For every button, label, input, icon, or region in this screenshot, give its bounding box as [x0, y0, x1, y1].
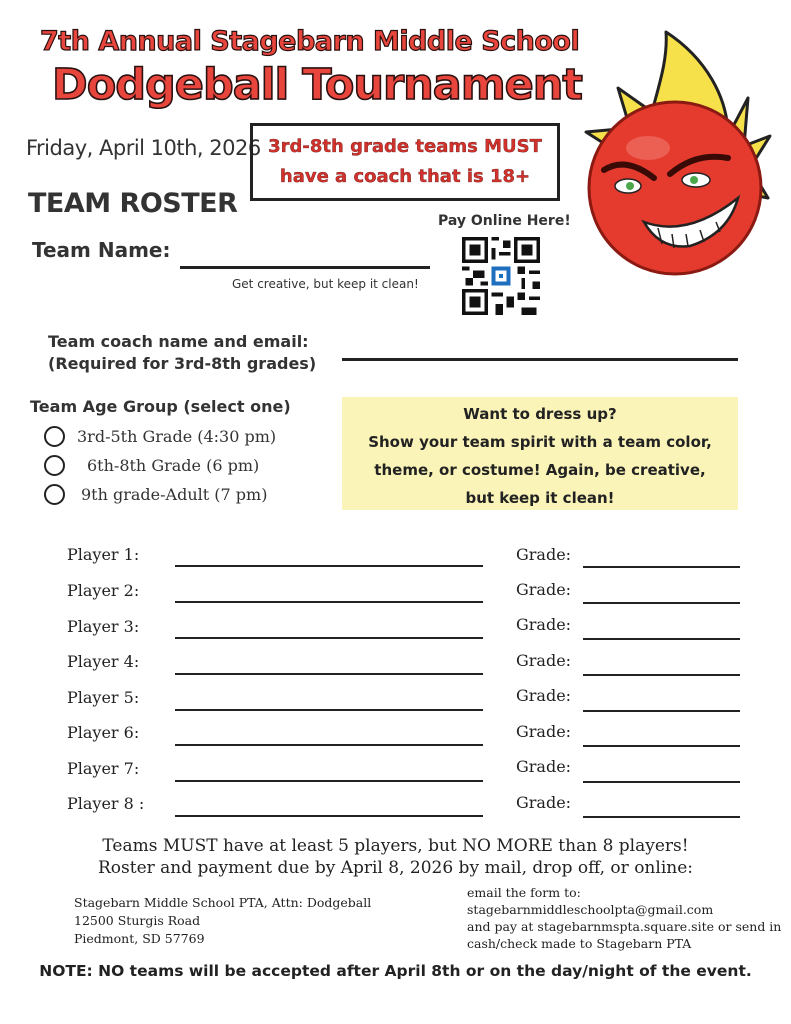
player-label: Player 3: — [67, 617, 140, 636]
grade-8-field[interactable] — [583, 816, 740, 818]
age-option-3-5[interactable] — [44, 426, 276, 447]
grade-label: Grade: — [516, 545, 572, 564]
dress-up-line2: Show your team spirit with a team color, — [368, 433, 712, 451]
payment-note: cash/check made to Stagebarn PTA — [467, 936, 692, 951]
qr-code-icon[interactable] — [462, 237, 540, 315]
team-name-hint: Get creative, but keep it clean! — [232, 277, 419, 291]
grade-4-field[interactable] — [583, 674, 740, 676]
email-address[interactable]: stagebarnmiddleschoolpta@gmail.com — [467, 902, 714, 917]
player-label: Player 7: — [67, 759, 140, 778]
dress-up-box — [342, 397, 738, 510]
age-option-9-adult[interactable] — [44, 484, 267, 505]
player-label: Player 2: — [67, 581, 140, 600]
coach-label: Team coach name and email: — [48, 332, 309, 351]
player-3-field[interactable] — [175, 637, 483, 639]
event-date: Friday, April 10th, 2026 — [26, 136, 261, 160]
email-info — [467, 884, 781, 952]
player-2-field[interactable] — [175, 601, 483, 603]
team-name-field[interactable] — [180, 266, 430, 269]
grade-label: Grade: — [516, 580, 572, 599]
grade-label: Grade: — [516, 757, 572, 776]
grade-6-field[interactable] — [583, 745, 740, 747]
age-option-label: 3rd-5th Grade (4:30 pm) — [77, 427, 277, 446]
radio-icon[interactable] — [44, 484, 65, 505]
coach-field[interactable] — [342, 358, 738, 361]
age-option-label: 9th grade-Adult (7 pm) — [81, 485, 268, 504]
player-7-field[interactable] — [175, 780, 483, 782]
player-label: Player 6: — [67, 723, 140, 742]
grade-label: Grade: — [516, 722, 572, 741]
grade-label: Grade: — [516, 651, 572, 670]
age-option-6-8[interactable] — [44, 455, 259, 476]
coach-notice-line1: 3rd-8th grade teams MUST — [268, 136, 542, 157]
grade-5-field[interactable] — [583, 710, 740, 712]
grade-label: Grade: — [516, 686, 572, 705]
player-8-field[interactable] — [175, 815, 483, 817]
team-roster-heading: TEAM ROSTER — [28, 188, 238, 219]
grade-2-field[interactable] — [583, 602, 740, 604]
dress-up-line3: theme, or costume! Again, be creative, — [374, 461, 706, 479]
pay-online-label: Pay Online Here! — [438, 213, 571, 229]
radio-icon[interactable] — [44, 455, 65, 476]
age-group-title: Team Age Group (select one) — [30, 397, 291, 416]
player-label: Player 8 : — [67, 794, 145, 813]
title-line2: Dodgeball Tournament — [52, 60, 582, 110]
radio-icon[interactable] — [44, 426, 65, 447]
player-6-field[interactable] — [175, 744, 483, 746]
mail-address — [74, 894, 371, 948]
dress-up-line1: Want to dress up? — [463, 405, 617, 423]
address-line: Stagebarn Middle School PTA, Attn: Dodgeball — [74, 895, 372, 910]
grade-1-field[interactable] — [583, 566, 740, 568]
coach-notice-line2: have a coach that is 18+ — [279, 166, 531, 187]
address-line: Piedmont, SD 57769 — [74, 931, 205, 946]
email-intro: email the form to: — [467, 885, 581, 900]
grade-7-field[interactable] — [583, 781, 740, 783]
coach-requirement: (Required for 3rd-8th grades) — [48, 354, 317, 373]
title-line1: 7th Annual Stagebarn Middle School — [40, 26, 580, 57]
player-1-field[interactable] — [175, 565, 483, 567]
player-label: Player 4: — [67, 652, 140, 671]
player-4-field[interactable] — [175, 673, 483, 675]
age-option-label: 6th-8th Grade (6 pm) — [87, 456, 260, 475]
grade-label: Grade: — [516, 615, 572, 634]
team-name-label: Team Name: — [32, 238, 171, 262]
player-label: Player 1: — [67, 545, 140, 564]
grade-label: Grade: — [516, 793, 572, 812]
deadline-rule: Roster and payment due by April 8, 2026 by mail, drop off, or online: — [97, 858, 693, 878]
dress-up-line4: but keep it clean! — [465, 489, 615, 507]
payment-site: and pay at stagebarnmspta.square.site or send in — [467, 919, 782, 934]
address-line: 12500 Sturgis Road — [74, 913, 201, 928]
grade-3-field[interactable] — [583, 638, 740, 640]
deadline-note: NOTE: NO teams will be accepted after April 8th or on the day/night of the event. — [39, 962, 752, 980]
player-label: Player 5: — [67, 688, 140, 707]
team-size-rule: Teams MUST have at least 5 players, but NO MORE than 8 players! — [102, 836, 689, 856]
coach-notice-box — [250, 123, 560, 201]
player-5-field[interactable] — [175, 709, 483, 711]
dodgeball-mascot-icon — [578, 28, 774, 290]
